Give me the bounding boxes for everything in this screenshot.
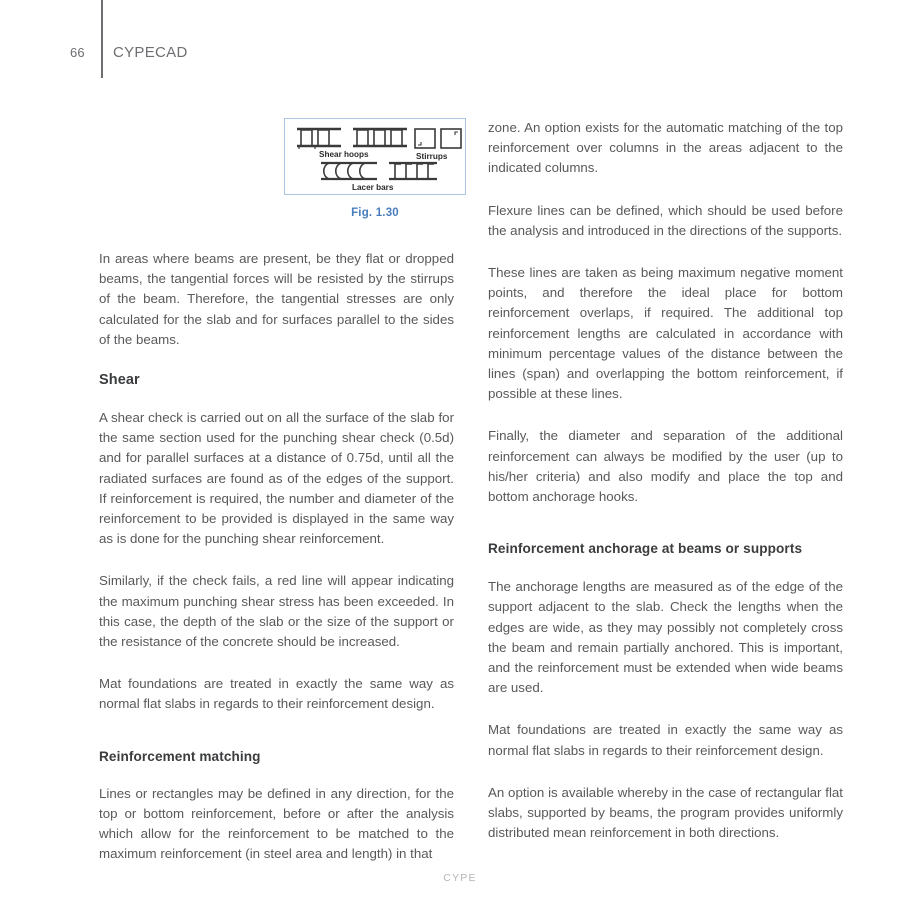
paragraph: Mat foundations are treated in exactly the same way as normal flat slabs in regards to their reinforcement design. [488, 722, 843, 758]
paragraph: Similarly, if the check fails, a red line will appear indicating the maximum punching shear stress has been exceeded. In this case, the depth of the slab or the size of the support or the resistance of the concrete should be increased. [99, 573, 454, 650]
paragraph: Mat foundations are treated in exactly the same way as normal flat slabs in regards to their reinforcement design. [99, 676, 454, 712]
page-footer: CYPE [443, 872, 477, 884]
paragraph: Lines or rectangles may be defined in any direction, for the top or bottom reinforcement, before or after the analysis which allow for the reinforcement to be matched to the maximum reinforcement (in steel area and length) in that [99, 785, 454, 862]
paragraph: Flexure lines can be defined, which should be used before the analysis and introduced in the directions of the supports. [488, 202, 843, 238]
page-header [0, 0, 920, 80]
paragraph: A shear check is carried out on all the surface of the slab for the same section used for the punching shear check (0.5d) and for parallel surfaces at a distance of 0.75d, until all the radiated surfaces are found as of the edges of the support. If reinforcement is required, the number and diameter of the reinforcement to be provided is displayed in the same way as is done for the punching shear reinforcement. [99, 410, 454, 547]
figure-label-lacer-bars: Lacer bars [352, 183, 394, 192]
page-number: 66 [70, 45, 85, 60]
header-product-title: CYPECAD [113, 44, 188, 61]
paragraph: An option is available whereby in the case of rectangular flat slabs, supported by beams, the program provides uniformly distributed mean reinforcement in both directions. [488, 784, 843, 841]
paragraph: The anchorage lengths are measured as of the edge of the support adjacent to the slab. Check the lengths when the edges are wide, as they may possibly not completely cross the beam and remain partially anchored. This is important, and the reinforcement must be extended when wide beams are used. [488, 579, 843, 696]
figure-image-box [284, 118, 466, 195]
paragraph: Finally, the diameter and separation of the additional reinforcement can always be modified by the user (up to his/her criteria) and also modify and place the top and bottom anchorage hooks. [488, 428, 843, 505]
paragraph: These lines are taken as being maximum negative moment points, and therefore the ideal place for bottom reinforcement overlaps, if required. The additional top reinforcement lengths are calculated in accordance with minimum percentage values of the distance between the lines (span) and overlapping the bottom reinforcement, if possible at these lines. [488, 265, 843, 402]
left-column-text [99, 249, 454, 864]
heading-reinforcement-matching: Reinforcement matching [99, 748, 261, 764]
figure-caption: Fig. 1.30 [351, 207, 399, 219]
paragraph: zone. An option exists for the automatic matching of the top reinforcement over columns in the areas adjacent to the indicated columns. [488, 120, 843, 176]
figure-label-shear-hoops: Shear hoops [319, 150, 369, 159]
heading-shear: Shear [99, 372, 140, 389]
figure-label-stirrups: Stirrups [416, 152, 448, 161]
heading-reinforcement-anchorage: Reinforcement anchorage at beams or supports [488, 541, 803, 557]
reinforcement-diagram-svg [285, 119, 465, 194]
paragraph: In areas where beams are present, be they flat or dropped beams, the tangential forces will be resisted by the stirrups of the beam. Therefore, the tangential stresses are only calculated for the slab and for surfaces parallel to the sides of the beams. [99, 251, 454, 347]
right-column [488, 118, 843, 843]
figure-1-30 [284, 118, 466, 219]
header-divider-rule [101, 0, 103, 78]
